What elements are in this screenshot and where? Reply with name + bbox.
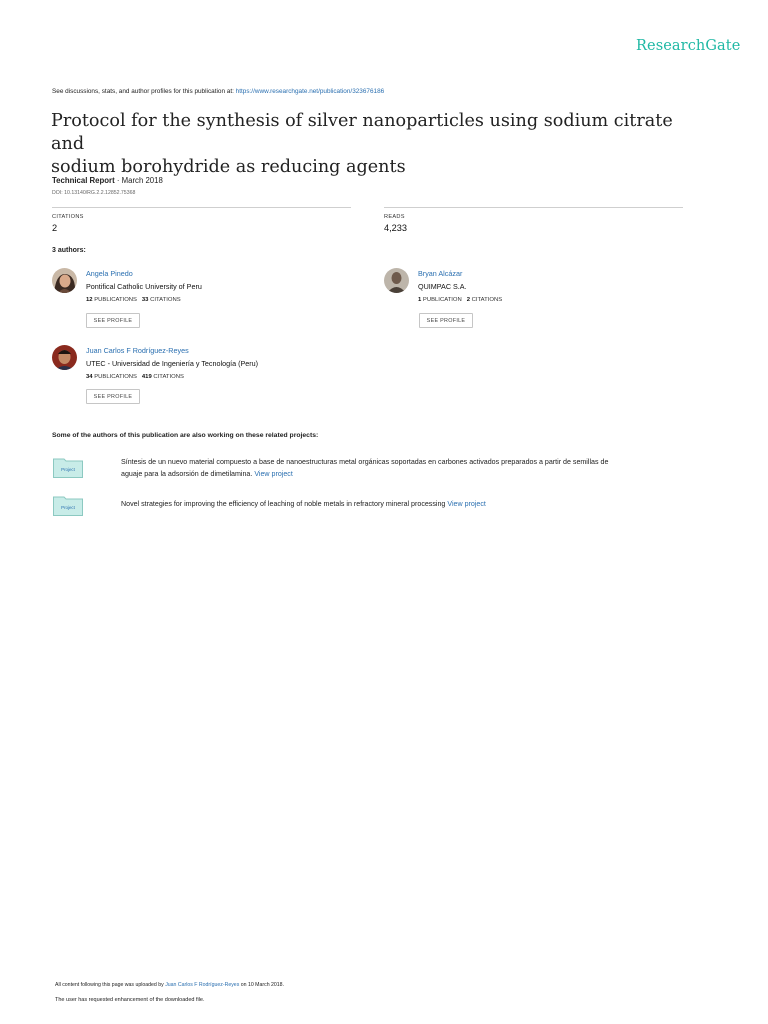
project-text-line1: Síntesis de un nuevo material compuesto a base de nanoestructuras metal orgánicas soportadas en carbones activados preparados a partir de semillas de bbox=[121, 458, 609, 466]
author-stats bbox=[418, 297, 502, 303]
researchgate-logo[interactable]: ResearchGate bbox=[636, 38, 741, 54]
avatar[interactable] bbox=[52, 345, 77, 370]
citations-count: 2 bbox=[466, 297, 470, 303]
avatar[interactable] bbox=[384, 268, 409, 293]
enhancement-note: The user has requested enhancement of the downloaded file. bbox=[55, 997, 205, 1003]
author-institution: Pontifical Catholic University of Peru bbox=[86, 282, 202, 291]
upload-note bbox=[55, 982, 284, 988]
divider-right bbox=[384, 207, 683, 208]
author-stats bbox=[86, 374, 184, 380]
project-item bbox=[121, 498, 681, 510]
publication-type-label: Technical Report bbox=[52, 176, 115, 185]
avatar-photo-icon bbox=[52, 268, 77, 293]
upload-suffix: on 10 March 2018. bbox=[240, 982, 285, 988]
project-folder-icon[interactable] bbox=[53, 494, 83, 514]
view-project-link[interactable]: View project bbox=[447, 500, 486, 508]
paper-title-line2: sodium borohydride as reducing agents bbox=[51, 157, 406, 177]
citations-value: 2 bbox=[52, 223, 58, 233]
publication-type bbox=[52, 176, 163, 185]
paper-title-line1: Protocol for the synthesis of silver nanoparticles using sodium citrate and bbox=[51, 111, 673, 154]
divider-left bbox=[52, 207, 351, 208]
publications-label: PUBLICATION bbox=[422, 297, 462, 303]
see-profile-button[interactable]: SEE PROFILE bbox=[86, 313, 140, 328]
authors-count: 3 authors: bbox=[52, 247, 86, 254]
reads-label: READS bbox=[384, 214, 405, 220]
publications-count: 12 bbox=[86, 297, 93, 303]
view-project-link[interactable]: View project bbox=[254, 470, 293, 479]
project-item bbox=[121, 456, 681, 481]
project-text-line1: Novel strategies for improving the efficiency of leaching of noble metals in refractory mineral processing bbox=[121, 500, 446, 508]
avatar-photo-icon bbox=[384, 268, 409, 293]
paper-title bbox=[51, 110, 711, 179]
publications-count: 34 bbox=[86, 374, 93, 380]
avatar[interactable] bbox=[52, 268, 77, 293]
publications-label: PUBLICATIONS bbox=[94, 374, 137, 380]
author-name-link[interactable]: Juan Carlos F Rodríguez-Reyes bbox=[86, 346, 189, 355]
citations-label: CITATIONS bbox=[153, 374, 184, 380]
citations-label: CITATIONS bbox=[471, 297, 503, 303]
discussion-line bbox=[52, 88, 384, 95]
project-text-line2: aguaje para la adsorsión de dimetilamina. bbox=[121, 470, 253, 479]
citations-label: CITATIONS bbox=[52, 214, 84, 220]
doi: DOI: 10.13140/RG.2.2.12852.75368 bbox=[52, 190, 136, 196]
author-name-link[interactable]: Angela Pinedo bbox=[86, 269, 133, 278]
related-projects-heading: Some of the authors of this publication are also working on these related projects: bbox=[52, 432, 319, 439]
uploader-link[interactable]: Juan Carlos F Rodríguez-Reyes bbox=[165, 982, 240, 988]
citations-count: 419 bbox=[141, 374, 152, 380]
avatar-photo-icon bbox=[52, 345, 77, 370]
author-institution: UTEC - Universidad de Ingeniería y Tecnología (Peru) bbox=[86, 359, 259, 368]
author-stats bbox=[86, 297, 181, 303]
project-folder-icon[interactable] bbox=[53, 456, 83, 476]
see-profile-button[interactable]: SEE PROFILE bbox=[86, 389, 140, 404]
publications-count: 1 bbox=[418, 297, 422, 303]
citations-count: 33 bbox=[141, 297, 149, 303]
publication-url-link[interactable]: https://www.researchgate.net/publication/323676186 bbox=[235, 88, 385, 95]
publication-date: · March 2018 bbox=[116, 176, 163, 185]
discussion-prefix: See discussions, stats, and author profiles for this publication at: bbox=[52, 88, 234, 95]
citations-label: CITATIONS bbox=[150, 297, 181, 303]
project-icon-label: Project bbox=[61, 467, 75, 472]
author-institution: QUIMPAC S.A. bbox=[418, 282, 467, 291]
author-name-link[interactable]: Bryan Alcázar bbox=[418, 269, 463, 278]
upload-prefix: All content following this page was uploaded by bbox=[55, 982, 164, 988]
project-icon-label: Project bbox=[61, 505, 75, 510]
reads-value: 4,233 bbox=[384, 223, 407, 233]
publications-label: PUBLICATIONS bbox=[94, 297, 137, 303]
see-profile-button[interactable]: SEE PROFILE bbox=[419, 313, 473, 328]
